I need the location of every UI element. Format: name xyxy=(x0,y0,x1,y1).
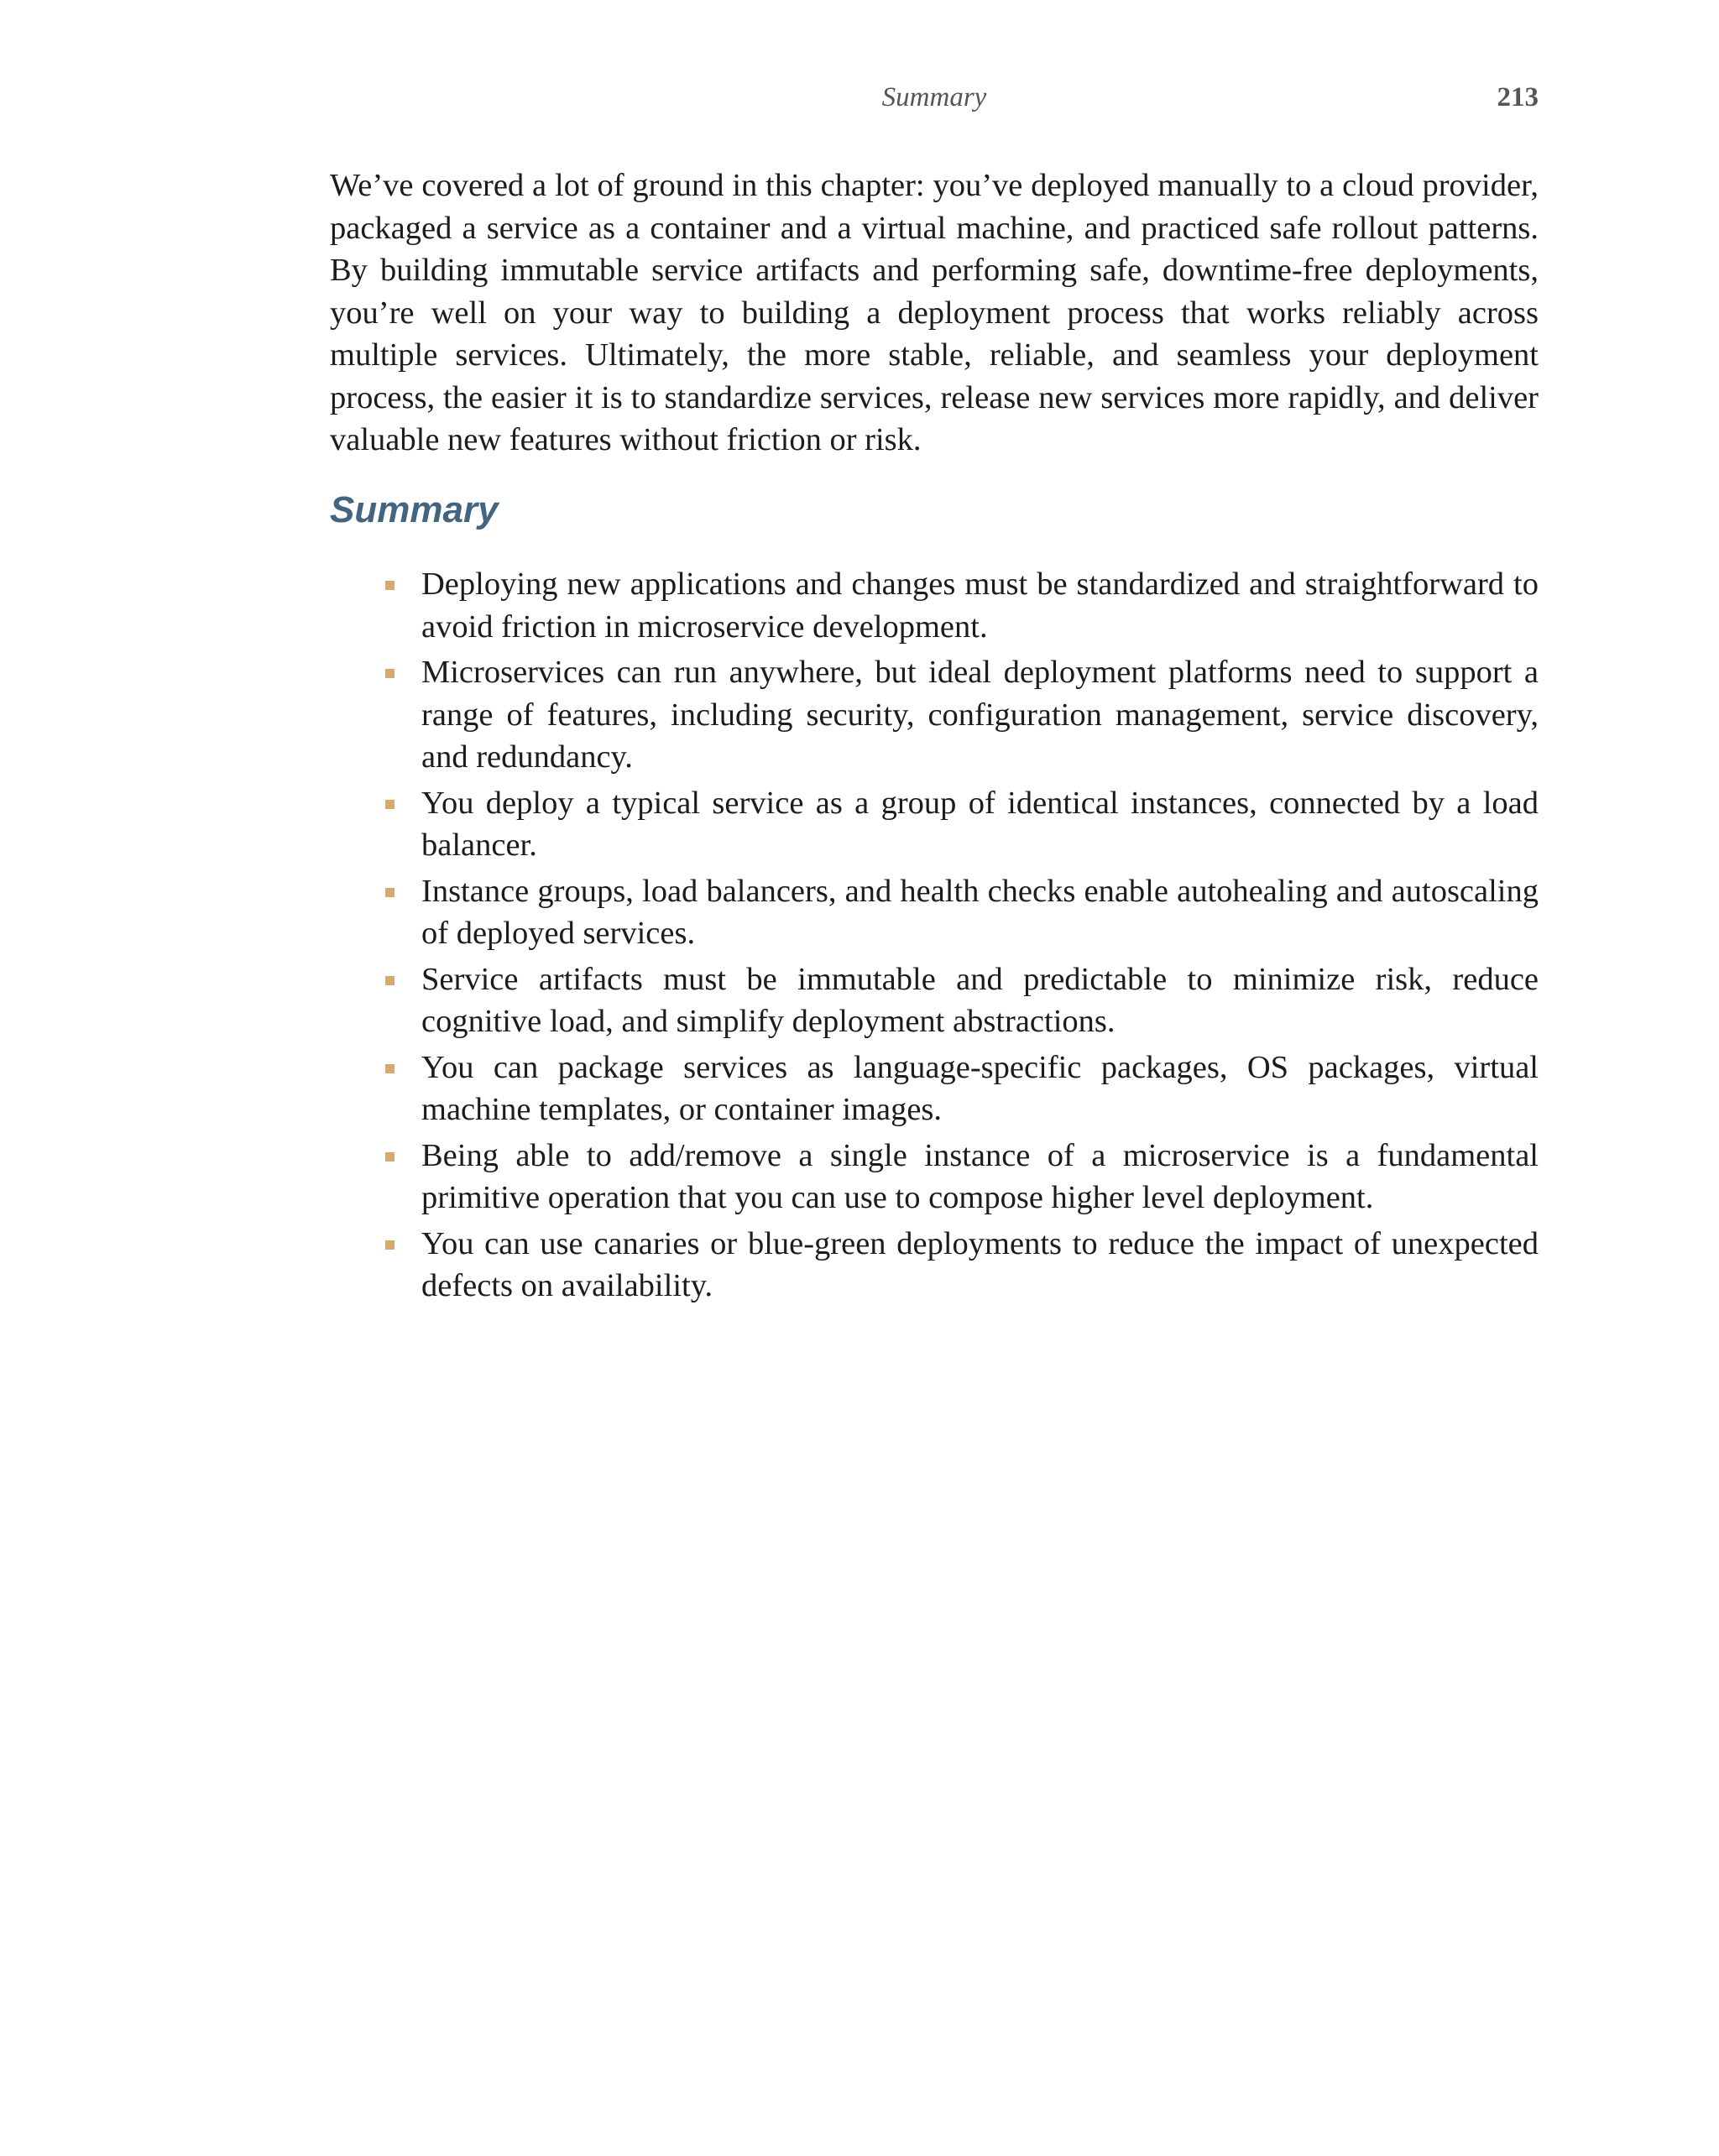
summary-bullet xyxy=(330,1047,1539,1131)
summary-bullet-list xyxy=(330,563,1539,1311)
running-head xyxy=(330,82,1539,119)
summary-bullet xyxy=(330,563,1539,648)
square-bullet-icon xyxy=(385,976,394,985)
summary-bullet-text: Being able to add/remove a single instance of a microservice is a fundamental primitive operation that you can use to compose higher level deployment. xyxy=(421,1137,1539,1215)
running-head-section-title: Summary xyxy=(881,82,987,112)
summary-bullet xyxy=(330,870,1539,955)
square-bullet-icon xyxy=(385,888,394,897)
section-heading-summary: Summary xyxy=(330,489,499,530)
summary-bullet-text: Service artifacts must be immutable and predictable to minimize risk, reduce cognitive load, and simplify deployment abstractions. xyxy=(421,961,1539,1039)
square-bullet-icon xyxy=(385,1152,394,1162)
summary-bullet xyxy=(330,651,1539,779)
summary-bullet xyxy=(330,782,1539,867)
square-bullet-icon xyxy=(385,1240,394,1250)
summary-bullet xyxy=(330,1223,1539,1308)
square-bullet-icon xyxy=(385,800,394,809)
summary-bullet-text: Microservices can run anywhere, but ideal deployment platforms need to support a range of features, including security, configuration management, service discovery, and redundancy. xyxy=(421,655,1539,775)
summary-bullet-text: Deploying new applications and changes must be standardized and straightforward to avoid friction in microservice development. xyxy=(421,566,1539,645)
summary-bullet-text: You deploy a typical service as a group of identical instances, connected by a load balancer. xyxy=(421,785,1539,863)
summary-bullet-text: You can use canaries or blue-green deployments to reduce the impact of unexpected defects on availability. xyxy=(421,1225,1539,1303)
summary-bullet-text: Instance groups, load balancers, and health checks enable autohealing and autoscaling of deployed services. xyxy=(421,873,1539,951)
square-bullet-icon xyxy=(385,669,394,678)
square-bullet-icon xyxy=(385,581,394,590)
intro-paragraph: We’ve covered a lot of ground in this chapter: you’ve deployed manually to a cloud provider, packaged a service as a container and a virtual machine, and practiced safe rollout patterns. By building immutable service artifacts and performing safe, downtime-free deployments, you’re well on your way to building a deployment process that works reliably across multiple services. Ultimately, the more stable, reliable, and seamless your deployment process, the easier it is to standardize services, release new services more rapidly, and deliver valuable new features without friction or risk. xyxy=(330,168,1539,457)
square-bullet-icon xyxy=(385,1064,394,1073)
summary-bullet-text: You can package services as language-specific packages, OS packages, virtual machine templates, or container images. xyxy=(421,1049,1539,1127)
summary-bullet xyxy=(330,958,1539,1043)
summary-bullet xyxy=(330,1135,1539,1219)
page-number: 213 xyxy=(1497,82,1539,112)
